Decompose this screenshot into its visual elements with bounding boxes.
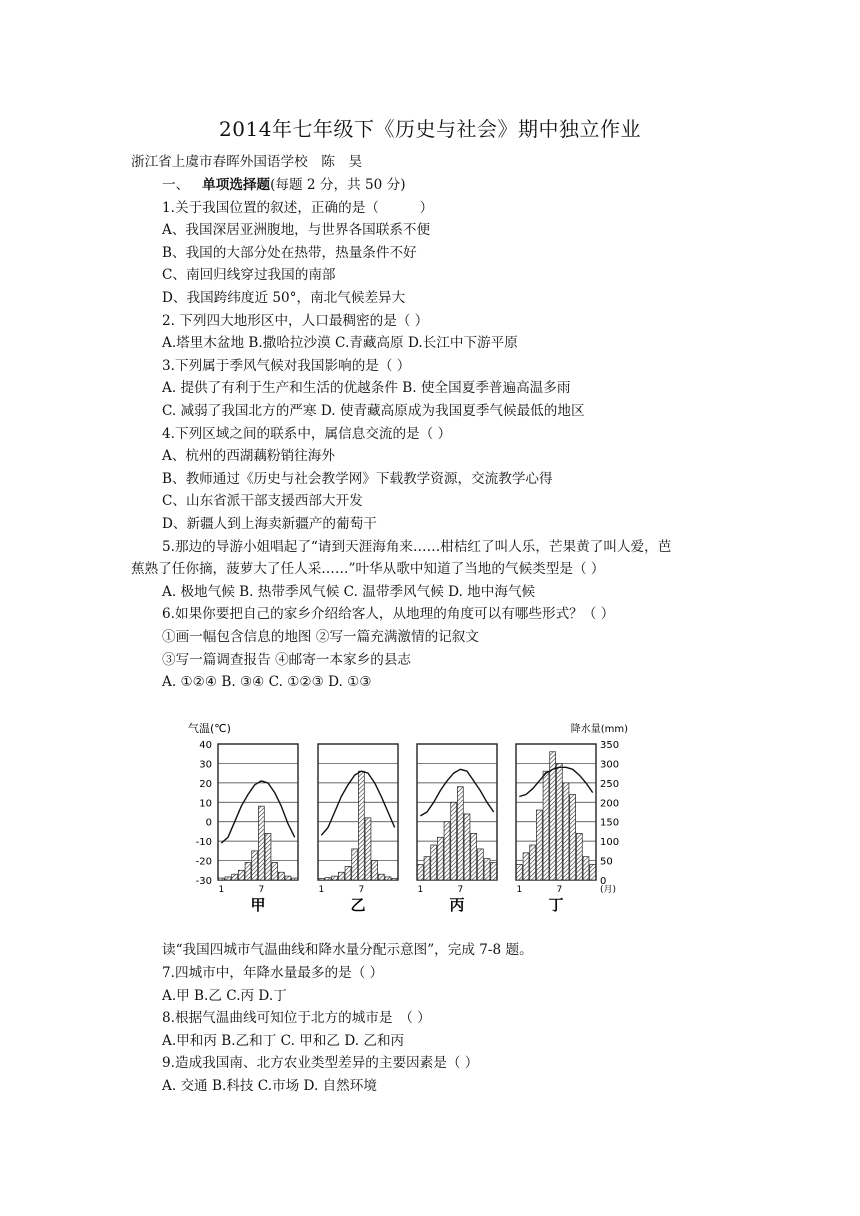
- q3-stem: 3.下列属于季风气候对我国影响的是（ ）: [162, 358, 411, 374]
- precip-bar: [437, 837, 443, 880]
- precip-bar: [325, 878, 331, 880]
- q3-options-line1: A. 提供了有利于生产和生活的优越条件 B. 使全国夏季普遍高温多雨: [162, 380, 571, 396]
- precip-bar: [245, 863, 251, 880]
- q8-stem: 8.根据气温曲线可知位于北方的城市是 （ ）: [162, 1010, 431, 1026]
- q4-option-b: B、教师通过《历史与社会教学网》下载教学资源，交流教学心得: [162, 471, 553, 487]
- right-tick-label: 300: [600, 759, 620, 771]
- precip-bar: [318, 878, 324, 880]
- precip-bar: [292, 878, 298, 880]
- precip-bar: [563, 783, 569, 880]
- q6-options: A. ①②④ B. ③④ C. ①②③ D. ①③: [162, 674, 372, 690]
- precip-bar: [372, 861, 378, 880]
- q8-options: A.甲和丙 B.乙和丁 C. 甲和乙 D. 乙和丙: [162, 1033, 405, 1049]
- x-tick-label: 7: [457, 885, 464, 895]
- x-tick-label: 7: [258, 885, 265, 895]
- precip-bar: [424, 857, 430, 880]
- city-name-label: 丙: [449, 896, 465, 914]
- q4-option-d: D、新疆人到上海卖新疆产的葡萄干: [162, 516, 377, 532]
- q2-stem: 2. 下列四大地形区中，人口最稠密的是（ ）: [162, 313, 429, 329]
- city-panel-1: [218, 744, 298, 914]
- city-panel-4: [516, 744, 596, 914]
- x-tick-label: 7: [358, 885, 365, 895]
- precip-bar: [218, 878, 224, 880]
- q4-stem: 4.下列区域之间的联系中，属信息交流的是（ ）: [162, 426, 452, 442]
- left-tick-label: 40: [199, 740, 212, 751]
- precip-bar: [536, 810, 542, 880]
- x-tick-label: 1: [417, 885, 424, 895]
- precip-bar: [232, 874, 238, 880]
- q2-options: A.塔里木盆地 B.撒哈拉沙漠 C.青藏高原 D.长江中下游平原: [162, 335, 518, 351]
- document-title: 2014年七年级下《历史与社会》期中独立作业: [219, 117, 641, 141]
- precip-bar: [265, 833, 271, 880]
- precip-bar: [516, 864, 522, 880]
- q6-items2: ③写一篇调查报告 ④邮寄一本家乡的县志: [162, 652, 412, 668]
- q1-option-b: B、我国的大部分处在热带，热量条件不好: [162, 245, 417, 261]
- left-axis-title: 气温(℃): [188, 722, 231, 735]
- precip-bar: [252, 851, 258, 880]
- precip-bar: [457, 787, 463, 880]
- left-tick-label: 10: [199, 798, 212, 810]
- section-note: (每题 2 分，共 50 分): [270, 177, 406, 193]
- city-name-label: 丁: [548, 896, 564, 914]
- precip-bar: [491, 863, 497, 880]
- x-unit-label: (月): [600, 885, 617, 895]
- right-axis-title: 降水量(mm): [570, 724, 628, 735]
- x-tick-label: 7: [556, 885, 563, 895]
- precip-bar: [285, 876, 291, 880]
- q1-stem: 1.关于我国位置的叙述，正确的是（ ）: [162, 200, 434, 216]
- left-tick-label: 0: [205, 817, 212, 829]
- panel-frame: [218, 744, 298, 880]
- precip-bar: [358, 771, 364, 880]
- precip-bar: [392, 878, 398, 880]
- precip-bar: [523, 853, 529, 880]
- precip-bar: [345, 866, 351, 880]
- left-tick-label: -10: [195, 837, 212, 849]
- city-name-label: 乙: [350, 896, 366, 914]
- q1-option-d: D、我国跨纬度近 50°，南北气候差异大: [162, 290, 406, 306]
- precip-bar: [556, 763, 562, 880]
- x-tick-label: 1: [218, 885, 225, 895]
- precip-bar: [417, 864, 423, 880]
- x-tick-label: 1: [318, 885, 325, 895]
- left-tick-label: -20: [195, 856, 212, 868]
- precip-bar: [464, 814, 470, 880]
- panel-frame: [318, 744, 398, 880]
- precip-bar: [225, 877, 231, 880]
- precip-bar: [451, 802, 457, 880]
- precip-bar: [258, 806, 264, 880]
- right-tick-label: 100: [600, 837, 620, 849]
- q6-items1: ①画一幅包含信息的地图 ②写一篇充满激情的记叙文: [162, 629, 479, 645]
- right-tick-label: 250: [600, 778, 620, 790]
- precip-bar: [378, 874, 384, 880]
- precip-bar: [570, 795, 576, 880]
- q6-stem: 6.如果你要把自己的家乡介绍给客人，从地理的角度可以有哪些形式？（ ）: [162, 606, 615, 622]
- city-panel-3: [417, 744, 497, 914]
- x-tick-label: 1: [516, 885, 523, 895]
- left-tick-label: 20: [199, 778, 212, 790]
- precip-bar: [444, 822, 450, 880]
- q1-option-c: C、南回归线穿过我国的南部: [162, 267, 336, 283]
- q5-stem-line2: 蕉熟了任你摘，菠萝大了任人采……”叶华从歌中知道了当地的气候类型是（ ）: [131, 561, 605, 577]
- right-tick-label: 350: [600, 740, 620, 751]
- precip-bar: [543, 771, 549, 880]
- precip-bar: [338, 872, 344, 880]
- q9-options: A. 交通 B.科技 C.市场 D. 自然环境: [162, 1078, 377, 1094]
- city-panel-2: [318, 744, 398, 914]
- precip-bar: [365, 818, 371, 880]
- right-tick-label: 0: [600, 876, 607, 887]
- q7-options: A.甲 B.乙 C.丙 D.丁: [162, 988, 287, 1004]
- precip-bar: [576, 833, 582, 880]
- section-title: 单项选择题: [202, 177, 271, 193]
- right-tick-label: 200: [600, 798, 620, 810]
- precip-bar: [484, 859, 490, 880]
- precip-bar: [385, 877, 391, 880]
- q9-stem: 9.造成我国南、北方农业类型差异的主要因素是（ ）: [162, 1055, 479, 1071]
- precip-bar: [583, 857, 589, 880]
- precip-bar: [471, 833, 477, 880]
- precip-bar: [272, 863, 278, 880]
- q1-option-a: A、我国深居亚洲腹地，与世界各国联系不便: [162, 222, 431, 238]
- right-tick-label: 150: [600, 817, 620, 829]
- precip-bar: [530, 845, 536, 880]
- precip-bar: [332, 876, 338, 880]
- section-number: 一、: [162, 177, 190, 193]
- precip-bar: [590, 864, 596, 880]
- precip-bar: [278, 872, 284, 880]
- author-line: 浙江省上虞市春晖外国语学校 陈 昊: [131, 154, 363, 170]
- precip-bar: [238, 870, 244, 880]
- section-heading: [162, 174, 406, 197]
- climate-chart: [188, 718, 628, 914]
- precip-bar: [477, 849, 483, 880]
- right-tick-label: 50: [600, 856, 613, 868]
- city-name-label: 甲: [250, 896, 266, 914]
- q7-8-intro: 读“我国四城市气温曲线和降水量分配示意图”，完成 7-8 题。: [162, 942, 533, 958]
- left-tick-label: 30: [199, 759, 212, 771]
- q4-option-c: C、山东省派干部支援西部大开发: [162, 493, 363, 509]
- q5-options: A. 极地气候 B. 热带季风气候 C. 温带季风气候 D. 地中海气候: [162, 584, 536, 600]
- q4-option-a: A、杭州的西湖藕粉销往海外: [162, 448, 335, 464]
- precip-bar: [431, 845, 437, 880]
- q7-stem: 7.四城市中，年降水量最多的是（ ）: [162, 965, 384, 981]
- left-tick-label: -30: [195, 876, 212, 887]
- precip-bar: [352, 849, 358, 880]
- q5-stem-line1: 5.那边的导游小姐唱起了“请到天涯海角来……柑桔红了叫人乐，芒果黄了叫人爱，芭: [162, 539, 672, 555]
- q3-options-line2: C. 减弱了我国北方的严寒 D. 使青藏高原成为我国夏季气候最低的地区: [162, 403, 585, 419]
